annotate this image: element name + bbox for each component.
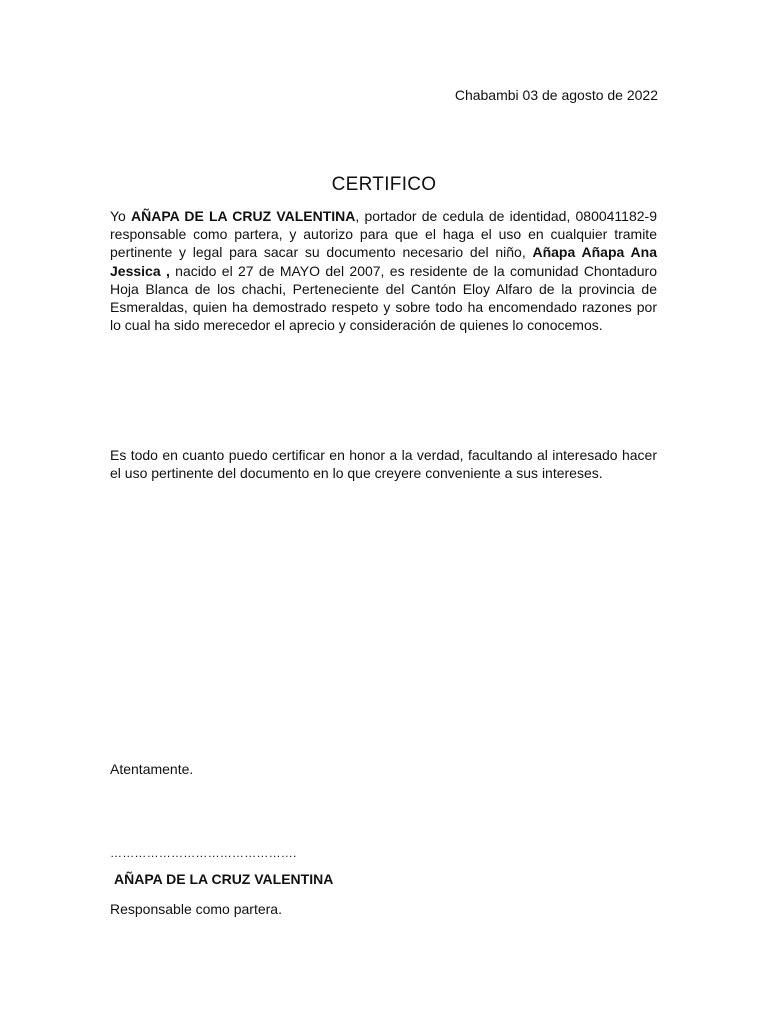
closing-paragraph: Es todo en cuanto puedo certificar en honor a la verdad, facultando al interesado hacer el uso pertinente del documento en lo que creyere conveniente a sus intereses.: [110, 447, 657, 482]
paragraph-text-b: nacido el 27 de MAYO del 2007, es residente de la comunidad Chontaduro Hoja Blanca de los chachi, Perteneciente del Cantón Eloy Alfaro de la provincia de Esmeraldas, quien ha demostrado respeto y sobre todo ha encomendado razones por lo cual ha sido merecedor el aprecio y consideración de quienes lo conocemos.: [110, 262, 657, 334]
paragraph-text-a: , portador de cedula de identidad, 080041182-9 responsable como partera, y autorizo para que el haga el uso en cualquier tramite pertinente y legal para sacar su documento necesario del niño,: [110, 208, 657, 261]
signature-line: ……………………………………….: [110, 846, 297, 860]
document-title: CERTIFICO: [331, 174, 437, 195]
paragraph-prefix: Yo: [110, 208, 131, 224]
closing-salutation: Atentamente.: [110, 761, 194, 777]
signer-name: AÑAPA DE LA CRUZ VALENTINA: [114, 871, 334, 887]
signer-role: Responsable como partera.: [110, 901, 282, 917]
place-date: Chabambi 03 de agosto de 2022: [454, 87, 658, 103]
certifier-name: AÑAPA DE LA CRUZ VALENTINA: [131, 208, 356, 224]
child-name: Añapa Añapa Ana Jessica ,: [110, 244, 657, 279]
certification-paragraph: [110, 207, 657, 334]
